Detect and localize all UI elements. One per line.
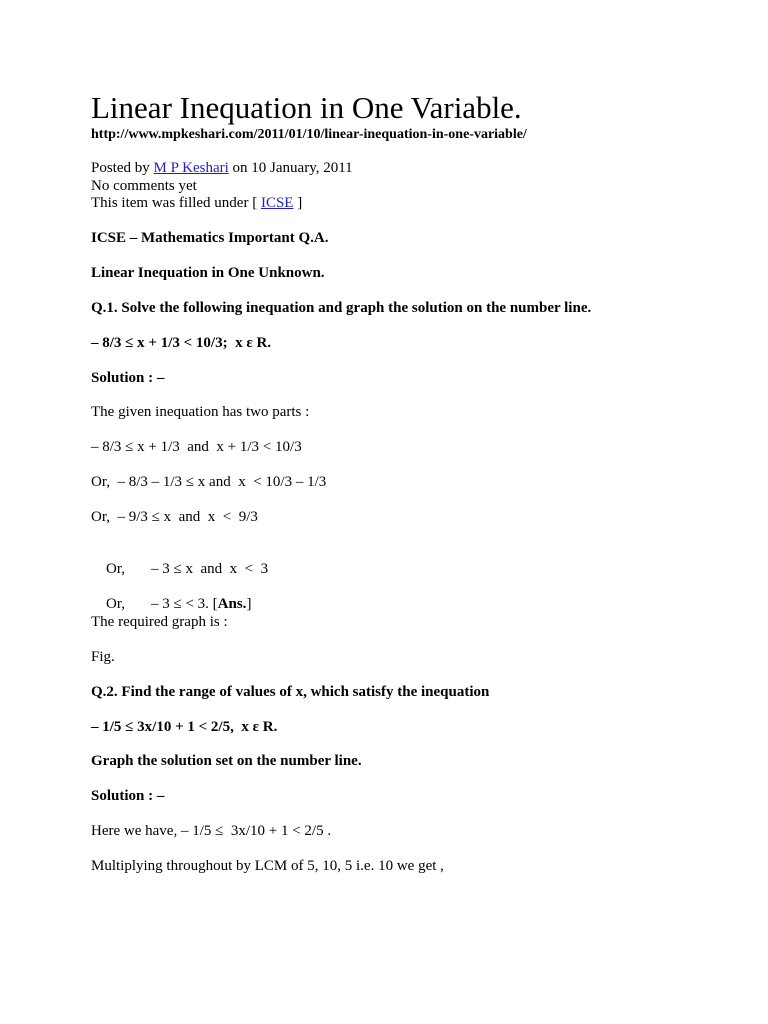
answer-label: Ans. [217,596,247,612]
question-2-graph-instruction: Graph the solution set on the number line. [91,753,362,769]
step-prefix: Or, [106,596,125,612]
posted-date: on 10 January, 2011 [228,160,353,176]
solution-label: Solution : – [91,370,165,386]
solution-step: The required graph is : [91,614,228,630]
solution-step: Or, – 9/3 ≤ x and x < 9/3 [91,509,258,525]
question-2-expression: – 1/5 ≤ 3x/10 + 1 < 2/5, x ε R. [91,719,278,735]
posted-prefix: Posted by [91,160,154,176]
question-1-expression: – 8/3 ≤ x + 1/3 < 10/3; x ε R. [91,335,272,351]
filed-prefix: This item was filled under [ [91,195,261,211]
solution-step: Or, – 8/3 – 1/3 ≤ x and x < 10/3 – 1/3 [91,474,327,490]
filed-under-line [91,195,302,212]
solution-step: The given inequation has two parts : [91,404,310,420]
solution-step: – 8/3 ≤ x + 1/3 and x + 1/3 < 10/3 [91,439,302,455]
solution-label: Solution : – [91,788,165,804]
subsection-heading: Linear Inequation in One Unknown. [91,265,325,281]
section-heading: ICSE – Mathematics Important Q.A. [91,230,329,246]
step-text: – 3 ≤ x and x < 3 [150,561,269,577]
solution-step: Multiplying throughout by LCM of 5, 10, 5 i.e. 10 we get , [91,858,444,874]
solution-step: Here we have, – 1/5 ≤ 3x/10 + 1 < 2/5 . [91,823,332,839]
question-2: Q.2. Find the range of values of x, which satisfy the inequation [91,684,490,700]
author-link[interactable]: M P Keshari [153,160,229,176]
comments-count: No comments yet [91,178,197,194]
step-prefix: Or, [106,561,125,577]
filed-suffix: ] [293,195,303,211]
question-1: Q.1. Solve the following inequation and graph the solution on the number line. [91,300,592,316]
figure-placeholder: Fig. [91,649,115,665]
step-text: – 3 ≤ < 3. [ [150,596,218,612]
posted-by-line [91,160,353,177]
article-url: http://www.mpkeshari.com/2011/01/10/linear-inequation-in-one-variable/ [91,127,527,142]
category-link[interactable]: ICSE [260,195,294,211]
page-title: Linear Inequation in One Variable. [91,90,522,125]
answer-close: ] [246,596,252,612]
